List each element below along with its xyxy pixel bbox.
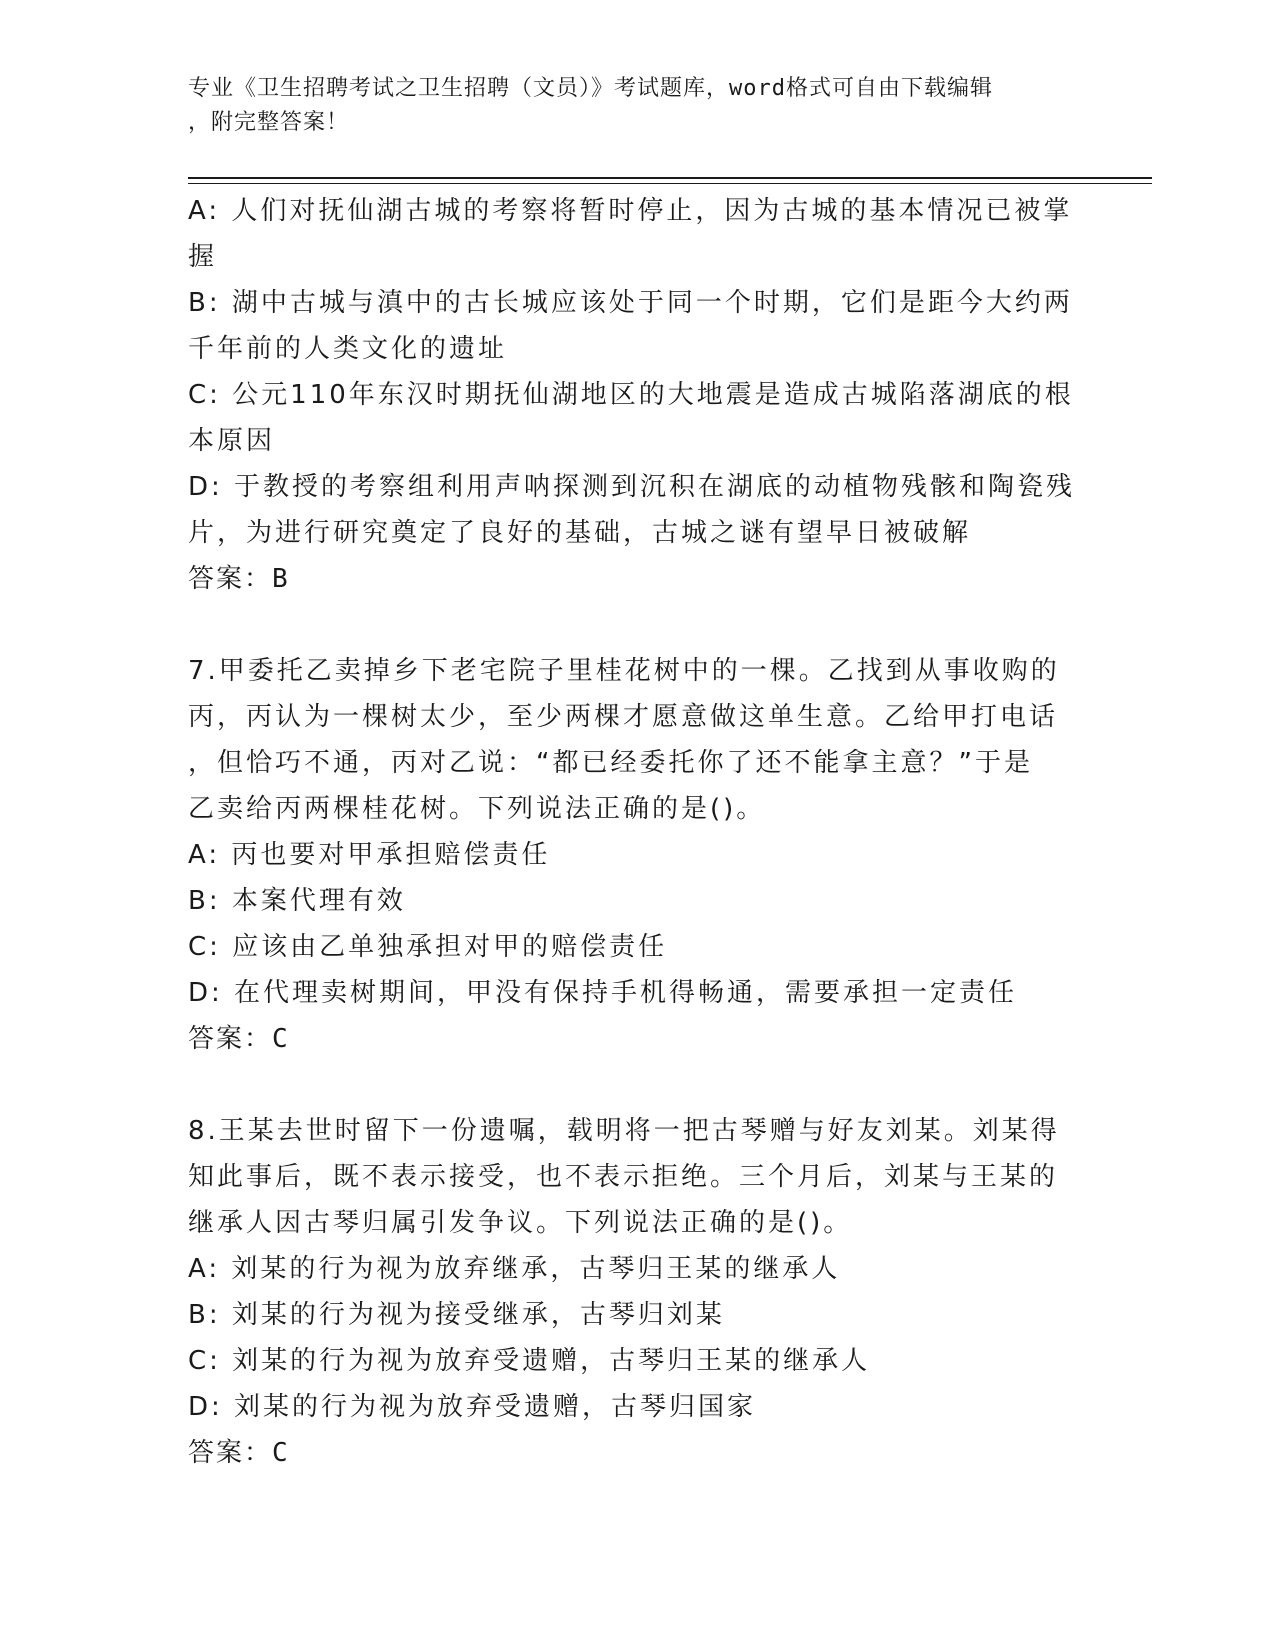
question-7-option-b: B: 本案代理有效 [188, 886, 406, 916]
option-b-line-2: 千年前的人类文化的遗址 [188, 334, 508, 364]
question-8-stem-line-3: 继承人因古琴归属引发争议。下列说法正确的是()。 [188, 1208, 853, 1238]
option-b-line-1: B: 湖中古城与滇中的古长城应该处于同一个时期，它们是距今大约两 [188, 288, 1073, 318]
question-7-stem-line-1: 7.甲委托乙卖掉乡下老宅院子里桂花树中的一棵。乙找到从事收购的 [188, 656, 1060, 686]
question-8-option-c: C: 刘某的行为视为放弃受遗赠，古琴归王某的继承人 [188, 1346, 871, 1376]
question-7 [188, 648, 1088, 1062]
answer-6: 答案：B [188, 564, 290, 594]
option-c-line-1: C: 公元110年东汉时期抚仙湖地区的大地震是造成古城陷落湖底的根 [188, 380, 1074, 410]
answer-7: 答案：C [188, 1024, 290, 1054]
question-7-stem-line-2: 丙，丙认为一棵树太少，至少两棵才愿意做这单生意。乙给甲打电话 [188, 702, 1059, 732]
header-line-2: ，附完整答案！ [188, 110, 350, 135]
question-8 [188, 1108, 1088, 1476]
question-7-stem-line-3: ，但恰巧不通，丙对乙说：“都已经委托你了还不能拿主意？”于是 [188, 748, 1033, 778]
question-6 [188, 188, 1088, 602]
question-8-option-d: D: 刘某的行为视为放弃受遗赠，古琴归国家 [188, 1392, 757, 1422]
question-7-option-d: D: 在代理卖树期间，甲没有保持手机得畅通，需要承担一定责任 [188, 978, 1018, 1008]
option-a-line-1: A: 人们对抚仙湖古城的考察将暂时停止，因为古城的基本情况已被掌 [188, 196, 1073, 226]
question-7-option-c: C: 应该由乙单独承担对甲的赔偿责任 [188, 932, 668, 962]
question-8-option-b: B: 刘某的行为视为接受继承，古琴归刘某 [188, 1300, 725, 1330]
option-c-line-2: 本原因 [188, 426, 276, 456]
question-8-option-a: A: 刘某的行为视为放弃继承，古琴归王某的继承人 [188, 1254, 841, 1284]
question-7-option-a: A: 丙也要对甲承担赔偿责任 [188, 840, 551, 870]
header-line-1: 专业《卫生招聘考试之卫生招聘（文员）》考试题库，word格式可自由下载编辑 [188, 76, 993, 101]
document-header [188, 72, 1088, 140]
question-8-stem-line-2: 知此事后，既不表示接受，也不表示拒绝。三个月后，刘某与王某的 [188, 1162, 1059, 1192]
option-d-line-2: 片，为进行研究奠定了良好的基础，古城之谜有望早日被破解 [188, 518, 972, 548]
option-a-line-2: 握 [188, 242, 218, 272]
header-rule-thin [188, 183, 1152, 184]
question-7-stem-line-4: 乙卖给丙两棵桂花树。下列说法正确的是()。 [188, 794, 766, 824]
spacer [188, 1062, 1088, 1108]
header-rule-thick [188, 177, 1152, 179]
document-body [188, 188, 1088, 1476]
spacer [188, 602, 1088, 648]
question-8-stem-line-1: 8.王某去世时留下一份遗嘱，载明将一把古琴赠与好友刘某。刘某得 [188, 1116, 1060, 1146]
option-d-line-1: D: 于教授的考察组利用声呐探测到沉积在湖底的动植物残骸和陶瓷残 [188, 472, 1076, 502]
answer-8: 答案：C [188, 1438, 290, 1468]
